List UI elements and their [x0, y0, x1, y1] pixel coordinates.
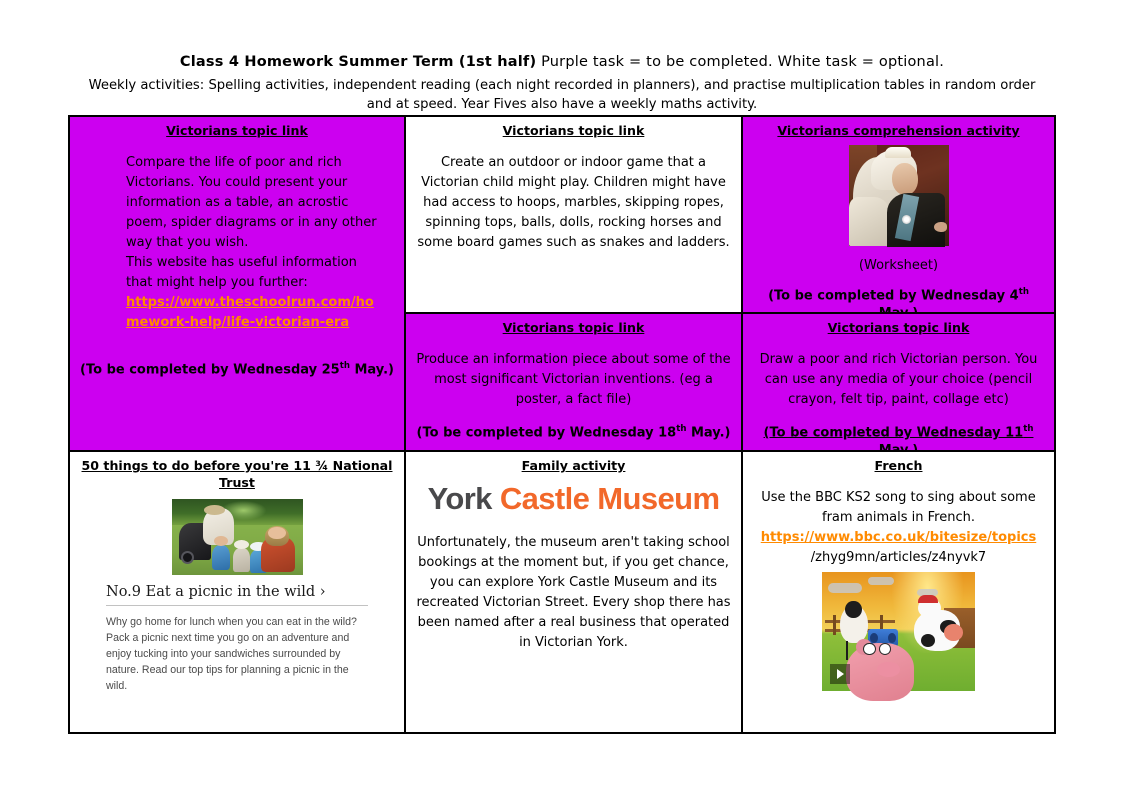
- brooch: [902, 215, 911, 224]
- sheep-leg: [846, 641, 848, 660]
- cell-heading: Victorians topic link: [502, 123, 645, 138]
- spacer: [414, 340, 733, 350]
- spacer: [414, 410, 733, 420]
- cell-french[interactable]: [743, 450, 1054, 732]
- spacer: [414, 143, 733, 153]
- pig-eye: [863, 643, 875, 655]
- page-header: [68, 52, 1056, 114]
- play-button-icon[interactable]: [830, 664, 850, 684]
- due-pre: (To be completed by Wednesday 18: [416, 425, 677, 441]
- child-head: [214, 536, 228, 546]
- page-title-rest: Purple task = to be completed. White task = optional.: [536, 54, 945, 70]
- logo-castle-museum: Castle Museum: [499, 481, 720, 516]
- cell-victorians-comprehension[interactable]: [743, 117, 1054, 314]
- homework-table: [68, 115, 1056, 734]
- due-date: [414, 420, 733, 442]
- cell-victorian-inventions[interactable]: [406, 314, 741, 450]
- spacer: [414, 523, 733, 533]
- cell-family-activity[interactable]: [406, 450, 741, 732]
- lace-lower: [849, 197, 891, 246]
- boombox-speaker: [870, 633, 878, 643]
- york-castle-museum-logo: [414, 478, 733, 523]
- fence-post: [833, 615, 836, 635]
- cell-victorian-game[interactable]: [406, 117, 741, 314]
- page-subtitle: Weekly activities: Spelling activities, independent reading (each night recorded in planners), and practise multiplication tables in random order and at speed. Year Fives also have a weekly maths activity.: [88, 78, 1036, 112]
- due-sup: th: [339, 361, 350, 371]
- spacer: [78, 143, 396, 153]
- page-title-bold: Class 4 Homework Summer Term (1st half): [179, 54, 537, 70]
- due-pre: (To be completed by Wednesday 11: [763, 425, 1024, 441]
- child-1: [212, 545, 230, 571]
- cell-heading: French: [874, 458, 923, 473]
- boombox-speaker: [888, 633, 896, 643]
- cell-body: Unfortunately, the museum aren't taking school bookings at the moment but, if you get chance, you can explore York Castle Museum and its recreated Victorian Street. Every shop there has been named after a real business that operated in Victorian York.: [416, 535, 731, 650]
- cell-body-part2: This website has useful information that might help you further:: [126, 255, 357, 290]
- table-column-2: [406, 117, 743, 732]
- spacer: [751, 340, 1046, 350]
- woman-figure: [261, 537, 295, 572]
- due-pre: (To be completed by Wednesday 4: [768, 288, 1019, 304]
- cell-body: [78, 153, 396, 333]
- cell-body-part1: Compare the life of poor and rich Victorians. You could present your information as a table, an acrostic poem, spider diagrams or in any other way that you wish.: [126, 155, 377, 250]
- spacer: [751, 410, 1046, 420]
- pram-wheel: [181, 551, 194, 564]
- table-column-1: [70, 117, 406, 732]
- due-sup: th: [1023, 424, 1034, 434]
- spacer: [78, 333, 396, 357]
- picnic-card-body: Why go home for lunch when you can eat in the wild? Pack a picnic next time you go on an adventure and enjoy tucking into your sandwiches surrounded by nature. Read our top tips for planning a picnic in the wild.: [106, 616, 357, 692]
- queen-victoria-image-wrapper: [751, 145, 1046, 250]
- pig-snout: [877, 662, 900, 676]
- due-date: [78, 357, 396, 379]
- cell-heading-line1: 50 things to do before you're 11 ¾ National: [81, 458, 393, 473]
- national-trust-card[interactable]: [78, 499, 396, 694]
- bbc-bitesize-link[interactable]: https://www.bbc.co.uk/bitesize/topics: [760, 530, 1037, 545]
- due-sup: th: [1018, 287, 1029, 297]
- queen-victoria-portrait: [849, 145, 949, 246]
- cell-heading: Family activity: [521, 458, 626, 473]
- crown: [885, 147, 911, 158]
- cloud-icon: [868, 577, 894, 585]
- cell-heading: Victorians topic link: [502, 320, 645, 335]
- cell-body: Create an outdoor or indoor game that a Victorian child might play. Children might have had access to hoops, marbles, skipping ropes, spinning tops, balls, dolls, rocking horses and some board games such as snakes and ladders.: [417, 155, 730, 250]
- french-instruction: Use the BBC KS2 song to sing about some fram animals in French.: [761, 490, 1036, 525]
- cell-heading: Victorians topic link: [827, 320, 970, 335]
- sheep-head: [845, 601, 862, 619]
- cell-body: [751, 488, 1046, 568]
- cow-cap: [918, 595, 938, 603]
- video-thumbnail-wrapper[interactable]: [751, 572, 1046, 695]
- logo-york: York: [427, 481, 500, 516]
- picnic-card-headline[interactable]: No.9 Eat a picnic in the wild ›: [106, 575, 368, 606]
- cell-national-trust[interactable]: [70, 450, 404, 732]
- cloud-icon: [828, 583, 862, 594]
- play-triangle: [837, 669, 844, 679]
- sun-hat: [204, 505, 225, 515]
- theschoolrun-link[interactable]: https://www.theschoolrun.com/homework-help/life-victorian-era: [126, 295, 374, 330]
- cell-draw-victorian-person[interactable]: [743, 314, 1054, 450]
- cow-udder: [944, 624, 962, 641]
- cell-heading-line2: Trust: [219, 475, 255, 490]
- worksheet-caption: (Worksheet): [858, 258, 939, 273]
- cell-heading: Victorians topic link: [166, 123, 308, 138]
- spacer: [751, 478, 1046, 488]
- cell-body: Draw a poor and rich Victorian person. You can use any media of your choice (pencil crayon, felt tip, paint, collage etc): [759, 352, 1038, 407]
- bbc-bitesize-link-tail: /zhyg9mn/articles/z4nyvk7: [810, 550, 987, 565]
- due-post: May.): [686, 425, 731, 441]
- face: [892, 163, 918, 195]
- cell-heading: [78, 457, 396, 491]
- child-head: [234, 540, 249, 549]
- due-sup: th: [676, 424, 687, 434]
- child-2: [233, 548, 250, 572]
- hand: [934, 222, 947, 232]
- woman-head: [268, 527, 286, 540]
- page-title: [68, 52, 1056, 73]
- due-pre: (To be completed by Wednesday 25: [80, 362, 340, 378]
- family-picnic-photo: [172, 499, 303, 575]
- cell-victorians-compare[interactable]: [70, 117, 404, 450]
- table-column-3: [743, 117, 1054, 732]
- cell-heading: Victorians comprehension activity: [777, 123, 1020, 138]
- due-post: May.): [349, 362, 394, 378]
- farm-animals-video-thumbnail[interactable]: [822, 572, 975, 691]
- cell-body: Produce an information piece about some of the most significant Victorian inventions. (eg a poster, a fact file): [416, 352, 731, 407]
